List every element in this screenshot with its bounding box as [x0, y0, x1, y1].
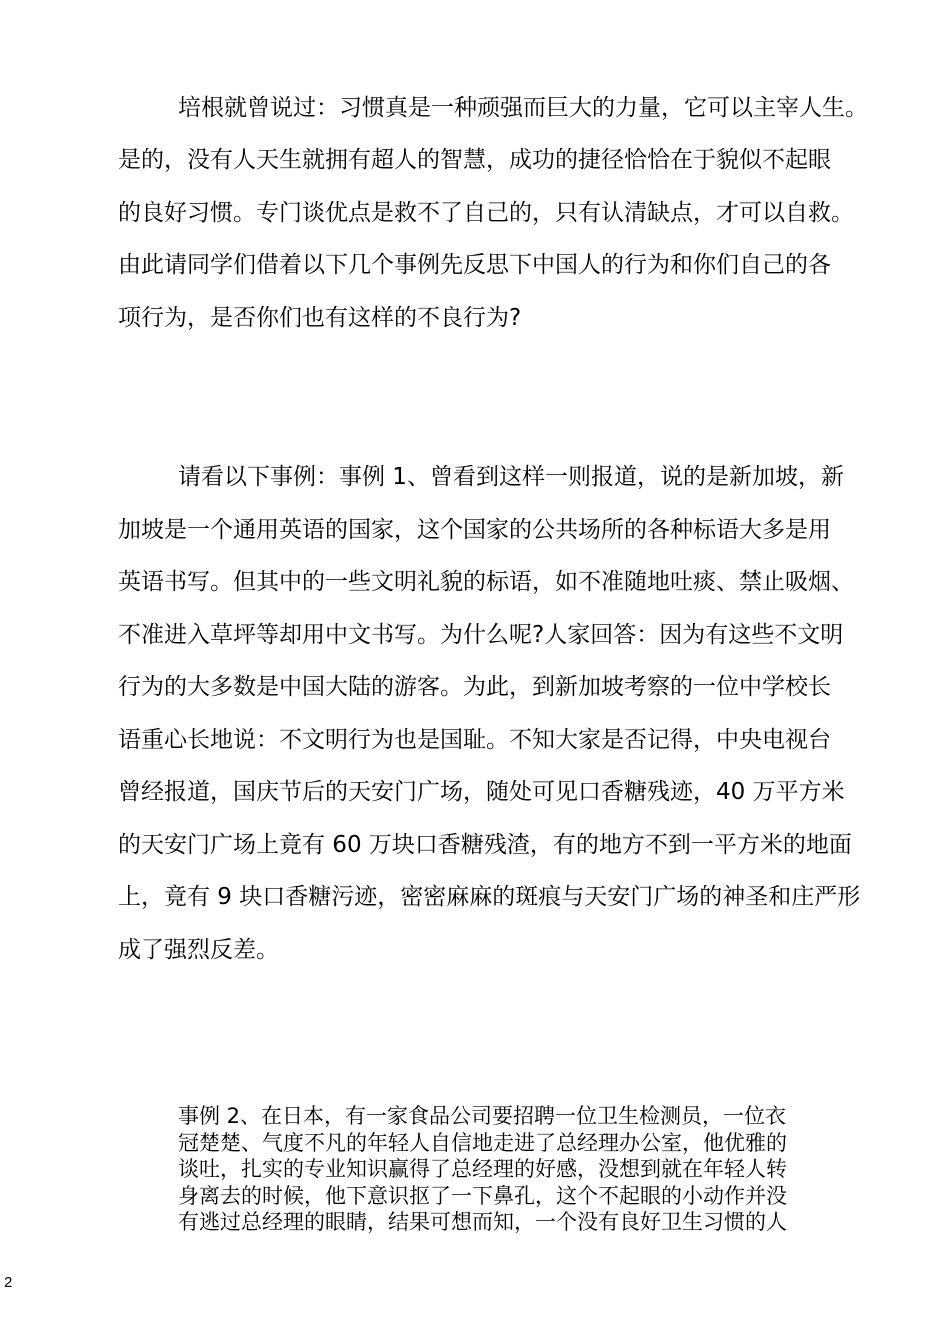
text-line: 事例 2、在日本，有一家食品公司要招聘一位卫生检测员，一位衣 — [178, 1104, 787, 1128]
text-line: 英语书写。但其中的一些文明礼貌的标语，如不准随地吐痰、禁止吸烟、 — [118, 569, 854, 595]
text-line: 上，竟有 9 块口香糖污迹，密密麻麻的斑痕与天安门广场的神圣和庄严形 — [118, 884, 861, 910]
text-line: 培根就曾说过：习惯真是一种顽强而巨大的力量，它可以主宰人生。 — [178, 95, 868, 121]
text-line: 是的，没有人天生就拥有超人的智慧，成功的捷径恰恰在于貌似不起眼 — [118, 147, 831, 173]
text-line: 有逃过总经理的眼睛，结果可想而知，一个没有良好卫生习惯的人 — [178, 1210, 787, 1234]
text-line: 请看以下事例：事例 1、曾看到这样一则报道，说的是新加坡，新 — [178, 464, 844, 490]
text-line: 行为的大多数是中国大陆的游客。为此，到新加坡考察的一位中学校长 — [118, 674, 831, 700]
text-line: 冠楚楚、气度不凡的年轻人自信地走进了总经理办公室，他优雅的 — [178, 1131, 787, 1155]
text-line: 的天安门广场上竟有 60 万块口香糖残渣，有的地方不到一平方米的地面 — [118, 832, 852, 858]
text-line: 曾经报道，国庆节后的天安门广场，随处可见口香糖残迹，40 万平方米 — [118, 779, 845, 805]
text-line: 语重心长地说：不文明行为也是国耻。不知大家是否记得，中央电视台 — [118, 727, 831, 753]
text-line: 加坡是一个通用英语的国家，这个国家的公共场所的各种标语大多是用 — [118, 517, 831, 543]
text-line: 谈吐，扎实的专业知识赢得了总经理的好感，没想到就在年轻人转 — [178, 1157, 787, 1181]
page-number: 2 — [4, 1274, 13, 1291]
text-line: 由此请同学们借着以下几个事例先反思下中国人的行为和你们自己的各 — [118, 252, 831, 278]
text-line: 的良好习惯。专门谈优点是救不了自己的，只有认清缺点，才可以自救。 — [118, 200, 854, 226]
text-line: 成了强烈反差。 — [118, 937, 279, 963]
text-line: 项行为，是否你们也有这样的不良行为? — [118, 305, 522, 331]
text-line: 身离去的时候，他下意识抠了一下鼻孔，这个不起眼的小动作并没 — [178, 1184, 787, 1208]
text-line: 不准进入草坪等却用中文书写。为什么呢?人家回答：因为有这些不文明 — [118, 622, 844, 648]
